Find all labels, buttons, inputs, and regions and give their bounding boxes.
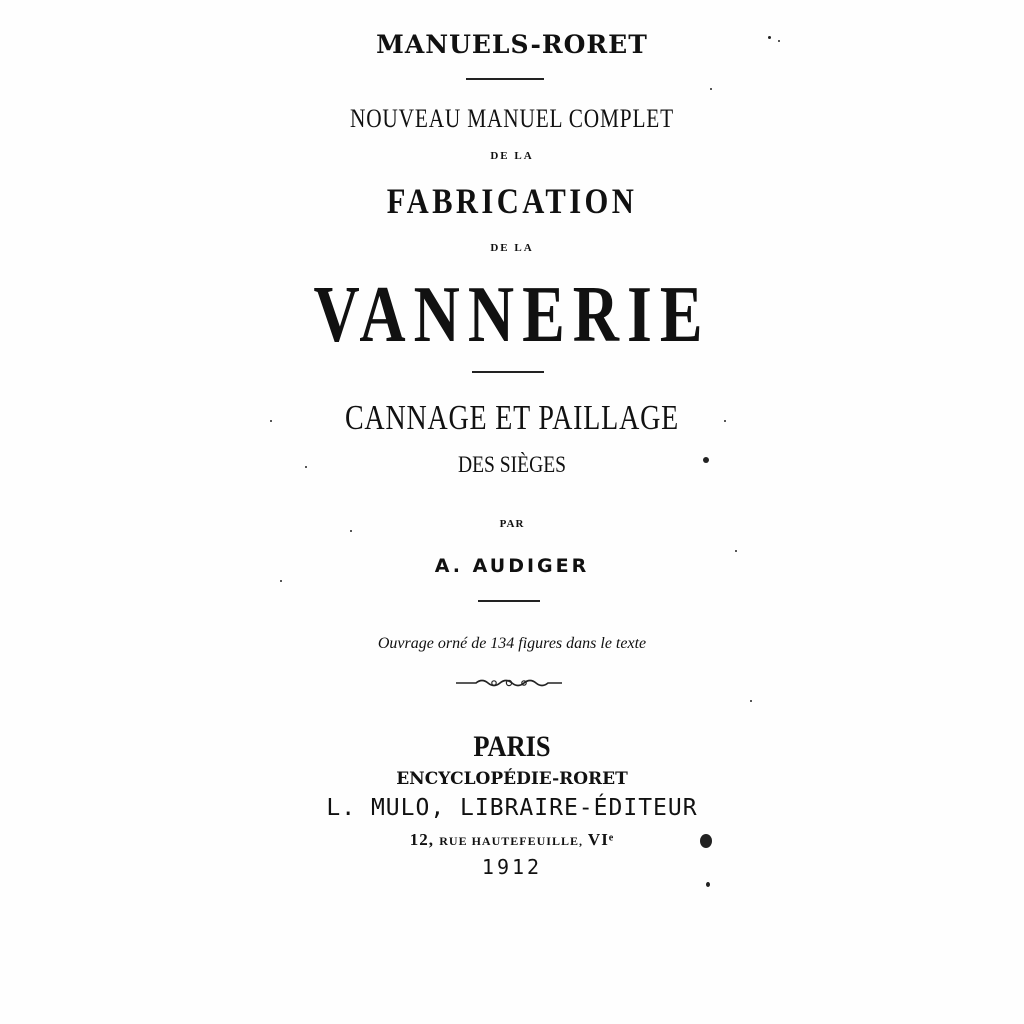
scan-speck <box>768 36 771 39</box>
by-label: PAR <box>499 518 525 530</box>
big-title: VANNERIE <box>313 271 711 359</box>
address-number: 12, <box>409 830 435 849</box>
rule-author <box>478 600 540 602</box>
imprint-publisher: L. MULO, LIBRAIRE-ÉDITEUR <box>326 795 698 821</box>
address-arrondissement: VIᵉ <box>587 830 615 849</box>
author-name: A. AUDIGER <box>434 555 590 577</box>
series-title: MANUELS-RORET <box>376 30 648 59</box>
scan-speck <box>280 580 282 582</box>
secondary-subtitle: DES SIÈGES <box>457 452 567 477</box>
de-la-1: DE LA <box>490 150 534 162</box>
scan-speck <box>778 40 780 42</box>
ornament-divider-icon <box>454 676 564 690</box>
rule-top <box>466 78 544 80</box>
imprint-city: PARIS <box>473 730 551 763</box>
scan-speck <box>305 466 307 468</box>
de-la-2: DE LA <box>490 242 534 254</box>
address-street: RUE HAUTEFEUILLE, <box>439 834 583 848</box>
scan-speck <box>710 88 712 90</box>
subtitle: NOUVEAU MANUEL COMPLET <box>349 104 675 133</box>
secondary-title: CANNAGE ET PAILLAGE <box>344 398 680 437</box>
scan-speck <box>750 700 752 702</box>
imprint-address <box>0 830 1024 850</box>
scan-speck <box>735 550 737 552</box>
figures-note: Ouvrage orné de 134 figures dans le texte <box>377 635 647 652</box>
scan-speck <box>703 457 709 463</box>
imprint-collection: ENCYCLOPÉDIE-RORET <box>396 769 628 789</box>
rule-middle <box>472 371 544 373</box>
scan-speck <box>270 420 272 422</box>
main-title: FABRICATION <box>386 181 638 221</box>
scan-speck <box>350 530 352 532</box>
scan-speck <box>724 420 726 422</box>
imprint-year: 1912 <box>481 855 543 879</box>
scan-speck <box>706 882 710 887</box>
scan-speck <box>700 834 712 848</box>
